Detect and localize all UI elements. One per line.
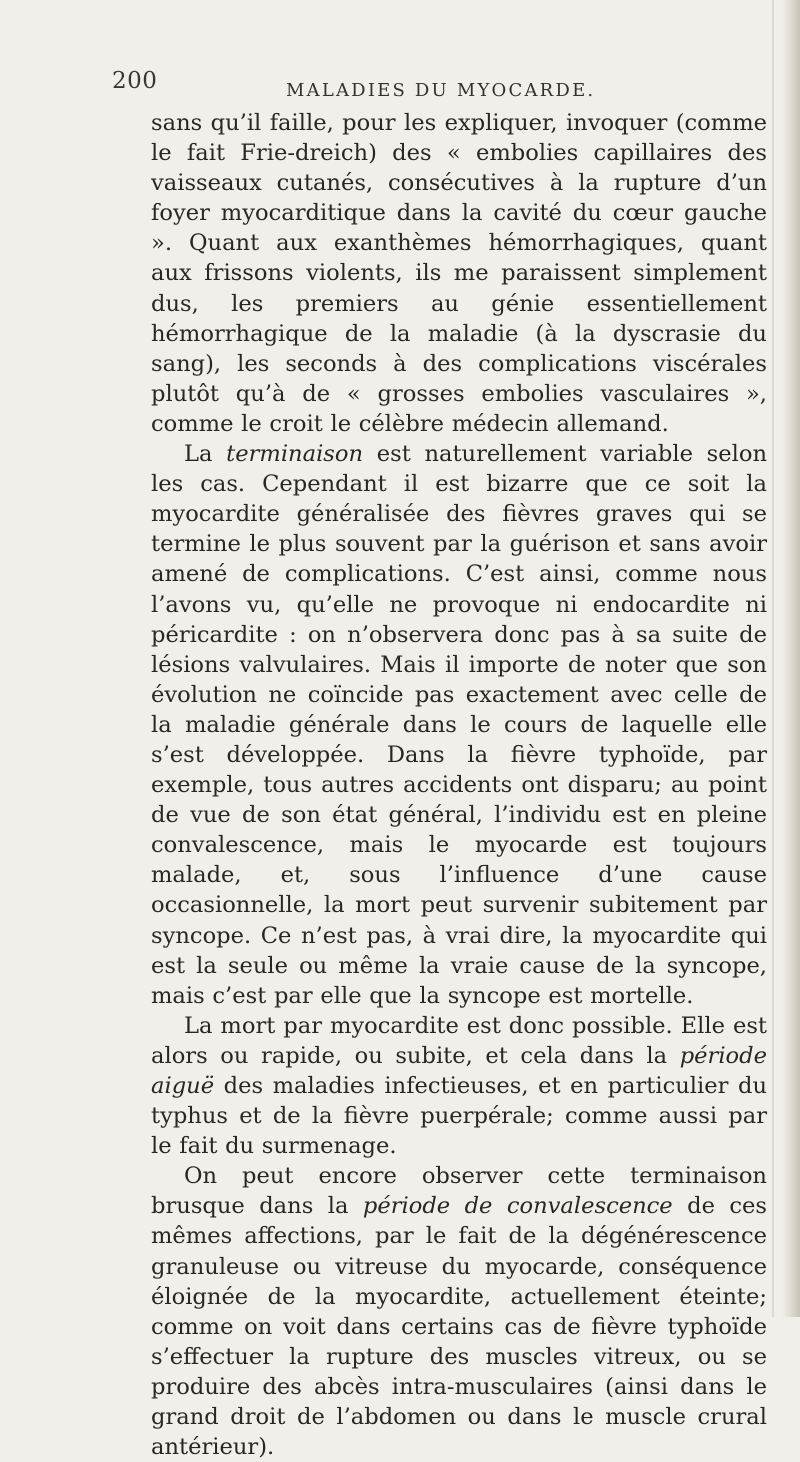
- page-edge-shadow: [782, 0, 800, 1317]
- paragraph-3-text-a: La mort par myocardite est donc possible. Elle est alors ou rapide, ou subite, et cela dans la: [151, 1012, 767, 1069]
- paragraph-2-text-b: est naturellement variable selon les cas. Cependant il est bizarre que ce soit la myocardite généralisée des fièvres graves qui se termine le plus souvent par la guérison et sans avoir amené de complications. C’est ainsi, comme nous l’avons vu, qu’elle ne provoque ni endocardite ni péricardite : on n’observera donc pas à sa suite de lésions valvulaires. Mais il importe de noter que son évolution ne coïncide pas exactement avec celle de la maladie générale dans le cours de laquelle elle s’est développée. Dans la fièvre typhoïde, par exemple, tous autres accidents ont disparu; au point de vue de son état général, l’individu est en pleine convalescence, mais le myocarde est toujours malade, et, sous l’influence d’une cause occasionnelle, la mort peut survenir subitement par syncope. Ce n’est pas, à vrai dire, la myocardite qui est la seule ou même la vraie cause de la syncope, mais c’est par elle que la syncope est mortelle.: [151, 441, 768, 1009]
- scan-line: [772, 0, 774, 1317]
- paragraph-4-text-a: On peut encore observer cette terminaison brusque dans la: [151, 1163, 767, 1220]
- paragraph-2-text-a: La: [184, 441, 227, 468]
- paragraph-3-italic-term: période aiguë: [151, 1042, 767, 1099]
- page-number: 200: [112, 68, 158, 94]
- paragraph-4: [151, 1161, 767, 1462]
- running-head: MALADIES DU MYOCARDE.: [286, 80, 596, 101]
- paragraph-3-text-b: des maladies infectieuses, et en particulier du typhus et de la fièvre puerpérale; comme aussi par le fait du surmenage.: [151, 1073, 767, 1160]
- paragraph-4-text-b: de ces mêmes affections, par le fait de la dégénérescence granuleuse ou vitreuse du myocarde, conséquence éloignée de la myocardite, actuellement éteinte; comme on voit dans certains cas de fièvre typhoïde s’effectuer la rupture des muscles vitreux, ou se produire des abcès intra-musculaires (ainsi dans le grand droit de l’abdomen ou dans le muscle crural antérieur).: [151, 1193, 767, 1461]
- paragraph-1: [151, 108, 767, 439]
- page-header: [0, 66, 800, 106]
- paragraph-4-italic-term: période de convalescence: [362, 1193, 673, 1220]
- paragraph-2: [151, 439, 767, 1011]
- paragraph-1-text: sans qu’il faille, pour les expliquer, invoquer (comme le fait Frie-dreich) des « embolies capillaires des vaisseaux cutanés, consécutives à la rupture d’un foyer myocarditique dans la cavité du cœur gauche ». Quant aux exanthèmes hémorrhagiques, quant aux frissons violents, ils me paraissent simplement dus, les premiers au génie essentiellement hémorrhagique de la maladie (à la dyscrasie du sang), les seconds à des complications viscérales plutôt qu’à de « grosses embolies vasculaires », comme le croit le célèbre médecin allemand.: [151, 110, 767, 437]
- paragraph-2-italic-term: terminaison: [226, 441, 364, 468]
- body-text: [151, 108, 767, 1462]
- paragraph-3: [151, 1011, 767, 1161]
